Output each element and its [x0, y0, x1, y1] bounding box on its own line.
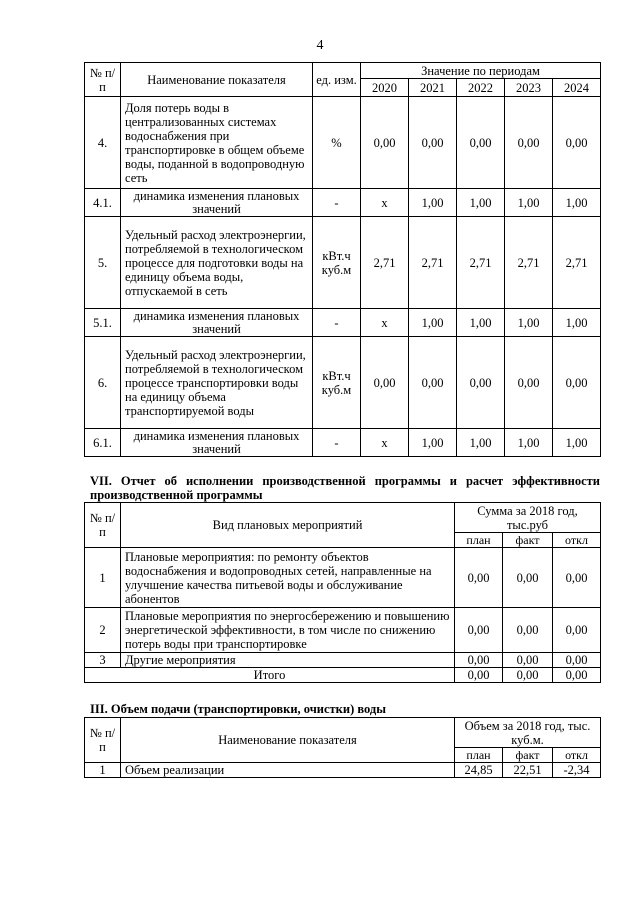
- row-name: Плановые мероприятия: по ремонту объектов водоснабжения и водопроводных сетей, направленные на улучшение качества питьевой воды и обслуживание абонентов: [121, 548, 455, 608]
- row-value: х: [361, 429, 409, 457]
- table-row: [85, 97, 601, 189]
- header-unit: ед. изм.: [313, 63, 361, 97]
- row-fact: 22,51: [503, 763, 553, 778]
- table-row: [85, 763, 601, 778]
- header-name: Наименование показателя: [121, 63, 313, 97]
- indicators-table: [84, 62, 601, 457]
- row-value: 1,00: [505, 189, 553, 217]
- row-value: 0,00: [505, 97, 553, 189]
- table-row: [85, 217, 601, 309]
- row-value: 1,00: [553, 309, 601, 337]
- header-fact: факт: [503, 748, 553, 763]
- row-unit: кВт.ч куб.м: [313, 217, 361, 309]
- row-num: 1: [85, 548, 121, 608]
- page-number: 4: [316, 38, 324, 53]
- row-name: динамика изменения плановых значений: [121, 309, 313, 337]
- row-name: динамика изменения плановых значений: [121, 189, 313, 217]
- row-unit: -: [313, 309, 361, 337]
- row-num: 4.1.: [85, 189, 121, 217]
- header-year: 2022: [457, 79, 505, 97]
- row-value: 2,71: [361, 217, 409, 309]
- row-name: Удельный расход электроэнергии, потребляемой в технологическом процессе транспортировки воды на единицу объема транспортируемой воды: [121, 337, 313, 429]
- header-year: 2024: [553, 79, 601, 97]
- row-value: 1,00: [409, 189, 457, 217]
- row-value: 1,00: [457, 189, 505, 217]
- header-num: № п/п: [85, 63, 121, 97]
- table-row: [85, 189, 601, 217]
- row-value: 2,71: [553, 217, 601, 309]
- row-plan: 0,00: [455, 608, 503, 653]
- row-value: 0,00: [505, 337, 553, 429]
- row-value: 2,71: [505, 217, 553, 309]
- row-dev: -2,34: [553, 763, 601, 778]
- row-num: 6.1.: [85, 429, 121, 457]
- row-value: 1,00: [505, 429, 553, 457]
- row-num: 6.: [85, 337, 121, 429]
- header-volume: Объем за 2018 год, тыс. куб.м.: [455, 718, 601, 748]
- row-name: Доля потерь воды в централизованных системах водоснабжения при транспортировке в общем объеме воды, поданной в водопроводную сеть: [121, 97, 313, 189]
- row-value: 1,00: [457, 429, 505, 457]
- header-dev: откл: [553, 748, 601, 763]
- row-fact: 0,00: [503, 653, 553, 668]
- row-value: х: [361, 189, 409, 217]
- row-value: 0,00: [361, 97, 409, 189]
- header-num: № п/п: [85, 718, 121, 763]
- row-fact: 0,00: [503, 548, 553, 608]
- row-name: Объем реализации: [121, 763, 455, 778]
- row-plan: 0,00: [455, 653, 503, 668]
- header-fact: факт: [503, 533, 553, 548]
- header-year: 2021: [409, 79, 457, 97]
- header-plan: план: [455, 748, 503, 763]
- header-name: Вид плановых мероприятий: [121, 503, 455, 548]
- table-row: [85, 653, 601, 668]
- total-label: Итого: [85, 668, 455, 683]
- table-row: [85, 608, 601, 653]
- section-7-title: VII. Отчет об исполнении производственной программы и расчет эффективности производственной программы: [90, 474, 600, 502]
- row-value: 0,00: [457, 337, 505, 429]
- row-value: 1,00: [457, 309, 505, 337]
- row-value: 2,71: [457, 217, 505, 309]
- row-num: 5.: [85, 217, 121, 309]
- total-dev: 0,00: [553, 668, 601, 683]
- measures-table: [84, 502, 601, 683]
- row-unit: кВт.ч куб.м: [313, 337, 361, 429]
- row-value: 0,00: [553, 97, 601, 189]
- header-sum: Сумма за 2018 год, тыс.руб: [455, 503, 601, 533]
- row-unit: %: [313, 97, 361, 189]
- total-row: [85, 668, 601, 683]
- section-3-title: III. Объем подачи (транспортировки, очистки) воды: [90, 702, 387, 716]
- table-row: [85, 309, 601, 337]
- row-value: 1,00: [409, 429, 457, 457]
- row-name: Другие мероприятия: [121, 653, 455, 668]
- row-value: 1,00: [505, 309, 553, 337]
- total-plan: 0,00: [455, 668, 503, 683]
- row-dev: 0,00: [553, 548, 601, 608]
- row-num: 1: [85, 763, 121, 778]
- total-fact: 0,00: [503, 668, 553, 683]
- row-num: 5.1.: [85, 309, 121, 337]
- header-num: № п/п: [85, 503, 121, 548]
- header-periods: Значение по периодам: [361, 63, 601, 79]
- row-fact: 0,00: [503, 608, 553, 653]
- row-num: 2: [85, 608, 121, 653]
- row-name: Плановые мероприятия по энергосбережению и повышению энергетической эффективности, в том числе по снижению потерь воды при транспортировке: [121, 608, 455, 653]
- header-name: Наименование показателя: [121, 718, 455, 763]
- row-value: 2,71: [409, 217, 457, 309]
- table-row: [85, 337, 601, 429]
- row-name: Удельный расход электроэнергии, потребляемой в технологическом процессе для подготовки воды на единицу объема воды, отпускаемой в сеть: [121, 217, 313, 309]
- row-value: 0,00: [409, 97, 457, 189]
- row-value: 0,00: [409, 337, 457, 429]
- table-row: [85, 548, 601, 608]
- header-year: 2023: [505, 79, 553, 97]
- row-plan: 24,85: [455, 763, 503, 778]
- row-name: динамика изменения плановых значений: [121, 429, 313, 457]
- row-unit: -: [313, 189, 361, 217]
- header-dev: откл: [553, 533, 601, 548]
- row-value: 1,00: [553, 189, 601, 217]
- row-value: х: [361, 309, 409, 337]
- header-year: 2020: [361, 79, 409, 97]
- row-value: 1,00: [409, 309, 457, 337]
- header-plan: план: [455, 533, 503, 548]
- row-dev: 0,00: [553, 653, 601, 668]
- volume-table: [84, 717, 601, 778]
- row-num: 4.: [85, 97, 121, 189]
- row-value: 0,00: [361, 337, 409, 429]
- row-plan: 0,00: [455, 548, 503, 608]
- row-dev: 0,00: [553, 608, 601, 653]
- row-value: 0,00: [457, 97, 505, 189]
- row-value: 0,00: [553, 337, 601, 429]
- row-value: 1,00: [553, 429, 601, 457]
- table-row: [85, 429, 601, 457]
- row-num: 3: [85, 653, 121, 668]
- row-unit: -: [313, 429, 361, 457]
